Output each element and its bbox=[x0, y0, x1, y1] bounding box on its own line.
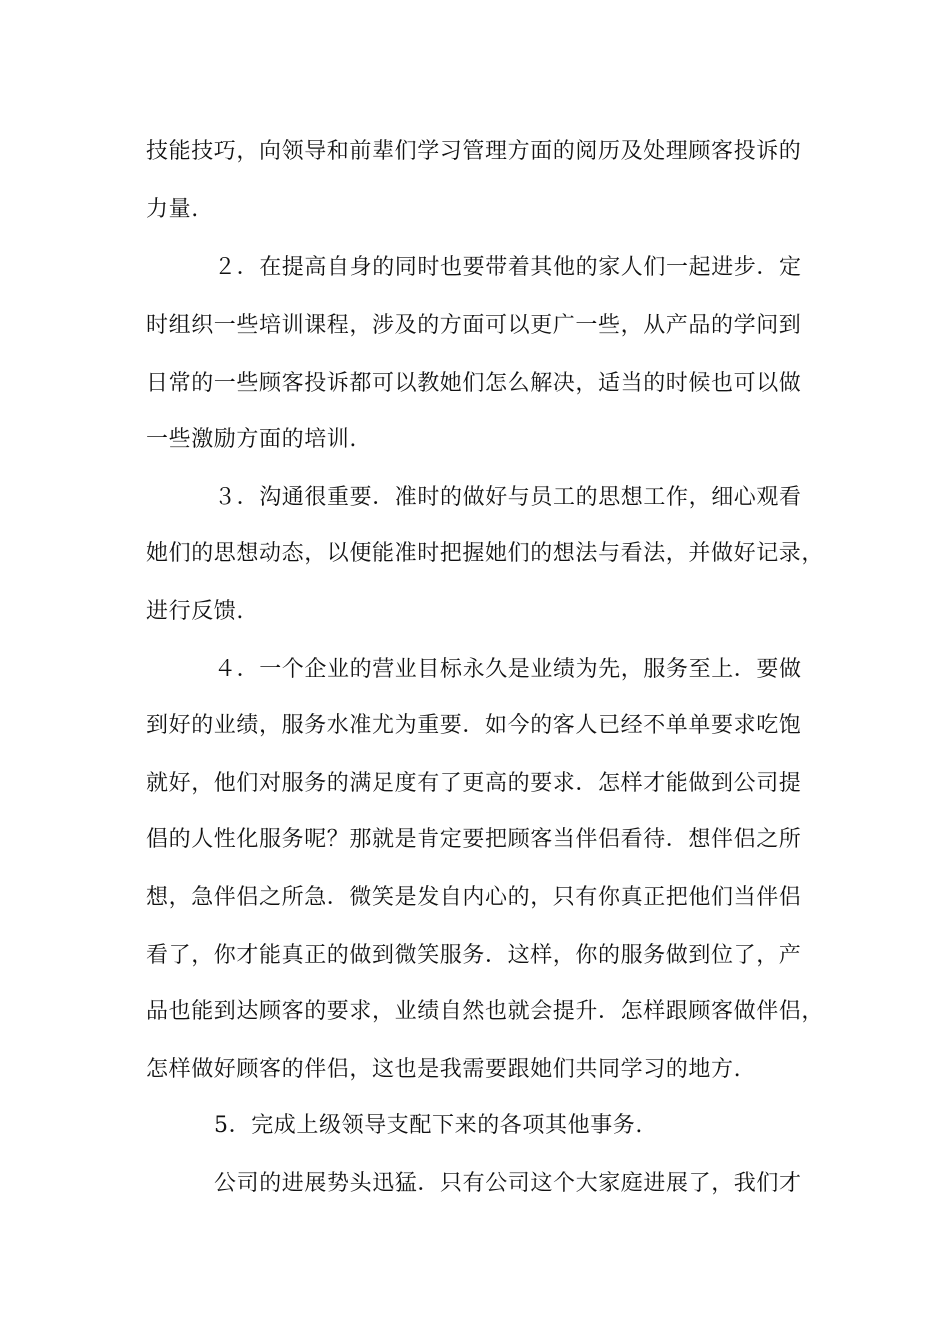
text-line: 她们的思想动态，以便能准时把握她们的想法与看法，并做好记录， bbox=[146, 541, 825, 566]
text-line: 力量. bbox=[146, 197, 199, 222]
paragraph-4-line: ４．一个企业的营业目标永久是业绩为先，服务至上．要做 bbox=[214, 657, 802, 682]
text-line: 怎样做好顾客的伴侣，这也是我需要跟她们共同学习的地方. bbox=[146, 1057, 742, 1082]
text-line: 进行反馈. bbox=[146, 599, 244, 624]
text-line: 日常的一些顾客投诉都可以教她们怎么解决，适当的时候也可以做 bbox=[146, 371, 802, 396]
text-line: 看了，你才能真正的做到微笑服务．这样，你的服务做到位了，产 bbox=[146, 943, 802, 968]
text-line: 技能技巧，向领导和前辈们学习管理方面的阅历及处理顾客投诉的 bbox=[146, 139, 802, 164]
text-line: 时组织一些培训课程，涉及的方面可以更广一些，从产品的学问到 bbox=[146, 313, 802, 338]
text-line: 到好的业绩，服务水准尤为重要．如今的客人已经不单单要求吃饱 bbox=[146, 713, 802, 738]
paragraph-5-line: 5．完成上级领导支配下来的各项其他事务. bbox=[214, 1113, 643, 1138]
text-line: 想，急伴侣之所急．微笑是发自内心的，只有你真正把他们当伴侣 bbox=[146, 885, 802, 910]
paragraph-3-line: ３．沟通很重要．准时的做好与员工的思想工作，细心观看 bbox=[214, 485, 802, 510]
text-line: 就好，他们对服务的满足度有了更高的要求．怎样才能做到公司提 bbox=[146, 771, 802, 796]
text-line: 品也能到达顾客的要求，业绩自然也就会提升．怎样跟顾客做伴侣， bbox=[146, 999, 825, 1024]
paragraph-2-line: ２．在提高自身的同时也要带着其他的家人们一起进步．定 bbox=[214, 255, 802, 280]
paragraph-6-line: 公司的进展势头迅猛．只有公司这个大家庭进展了，我们才 bbox=[214, 1171, 802, 1196]
text-line: 一些激励方面的培训. bbox=[146, 427, 357, 452]
text-line: 倡的人性化服务呢？那就是肯定要把顾客当伴侣看待．想伴侣之所 bbox=[146, 827, 802, 852]
